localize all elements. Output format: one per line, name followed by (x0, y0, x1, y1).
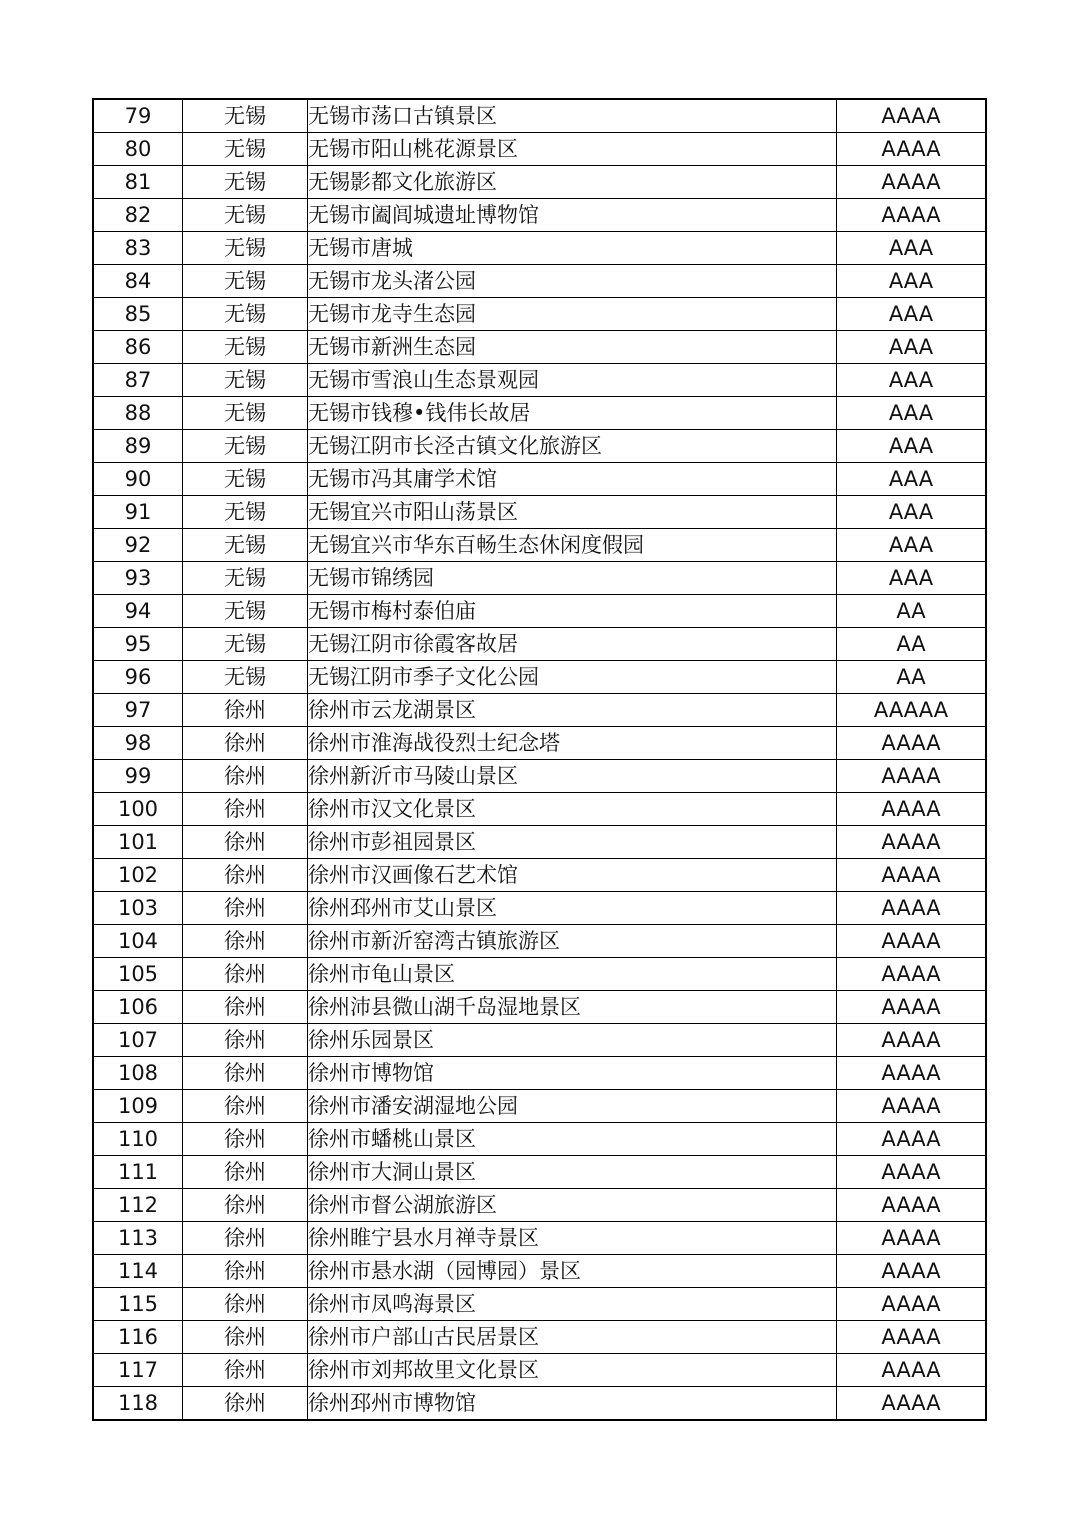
table-row (93, 892, 986, 925)
table-row (93, 364, 986, 397)
scenic-name-cell: 徐州新沂市马陵山景区 (308, 760, 837, 793)
city-cell: 徐州 (183, 1123, 308, 1156)
city-cell: 徐州 (183, 1057, 308, 1090)
grade-cell: AAA (837, 529, 987, 562)
scenic-name-cell: 徐州市悬水湖（园博园）景区 (308, 1255, 837, 1288)
grade-cell: AA (837, 628, 987, 661)
table-row (93, 727, 986, 760)
table-row (93, 199, 986, 232)
grade-cell: AAA (837, 496, 987, 529)
table-row (93, 1090, 986, 1123)
table-row (93, 463, 986, 496)
scenic-name-cell: 无锡市新洲生态园 (308, 331, 837, 364)
row-number-cell: 113 (93, 1222, 183, 1255)
scenic-name-cell: 无锡市阖闾城遗址博物馆 (308, 199, 837, 232)
scenic-name-cell: 徐州市凤鸣海景区 (308, 1288, 837, 1321)
scenic-name-cell: 徐州邳州市艾山景区 (308, 892, 837, 925)
row-number-cell: 104 (93, 925, 183, 958)
city-cell: 无锡 (183, 99, 308, 133)
city-cell: 无锡 (183, 331, 308, 364)
row-number-cell: 84 (93, 265, 183, 298)
grade-cell: AAA (837, 364, 987, 397)
city-cell: 无锡 (183, 232, 308, 265)
row-number-cell: 80 (93, 133, 183, 166)
scenic-name-cell: 无锡市龙寺生态园 (308, 298, 837, 331)
row-number-cell: 109 (93, 1090, 183, 1123)
scenic-name-cell: 徐州市淮海战役烈士纪念塔 (308, 727, 837, 760)
table-row (93, 397, 986, 430)
row-number-cell: 85 (93, 298, 183, 331)
table-row (93, 331, 986, 364)
row-number-cell: 88 (93, 397, 183, 430)
row-number-cell: 91 (93, 496, 183, 529)
city-cell: 无锡 (183, 199, 308, 232)
city-cell: 徐州 (183, 991, 308, 1024)
city-cell: 徐州 (183, 1288, 308, 1321)
scenic-name-cell: 徐州邳州市博物馆 (308, 1387, 837, 1421)
grade-cell: AAAA (837, 1156, 987, 1189)
row-number-cell: 107 (93, 1024, 183, 1057)
scenic-name-cell: 无锡宜兴市阳山荡景区 (308, 496, 837, 529)
city-cell: 徐州 (183, 727, 308, 760)
row-number-cell: 103 (93, 892, 183, 925)
table-body (93, 99, 986, 1420)
table-row (93, 595, 986, 628)
grade-cell: AAAA (837, 991, 987, 1024)
city-cell: 无锡 (183, 364, 308, 397)
city-cell: 徐州 (183, 1387, 308, 1421)
city-cell: 无锡 (183, 166, 308, 199)
city-cell: 无锡 (183, 628, 308, 661)
table-row (93, 166, 986, 199)
row-number-cell: 87 (93, 364, 183, 397)
table-row (93, 1255, 986, 1288)
row-number-cell: 98 (93, 727, 183, 760)
scenic-name-cell: 徐州市汉画像石艺术馆 (308, 859, 837, 892)
scenic-name-cell: 徐州市云龙湖景区 (308, 694, 837, 727)
city-cell: 徐州 (183, 892, 308, 925)
scenic-name-cell: 徐州市刘邦故里文化景区 (308, 1354, 837, 1387)
table-row (93, 1189, 986, 1222)
grade-cell: AAAA (837, 199, 987, 232)
city-cell: 无锡 (183, 595, 308, 628)
table-row (93, 1156, 986, 1189)
scenic-name-cell: 无锡江阴市季子文化公园 (308, 661, 837, 694)
table-row (93, 1057, 986, 1090)
table-row (93, 232, 986, 265)
table-row (93, 99, 986, 133)
scenic-name-cell: 无锡市阳山桃花源景区 (308, 133, 837, 166)
city-cell: 徐州 (183, 793, 308, 826)
city-cell: 徐州 (183, 694, 308, 727)
city-cell: 无锡 (183, 265, 308, 298)
row-number-cell: 93 (93, 562, 183, 595)
scenic-name-cell: 无锡市钱穆•钱伟长故居 (308, 397, 837, 430)
row-number-cell: 106 (93, 991, 183, 1024)
city-cell: 徐州 (183, 925, 308, 958)
row-number-cell: 114 (93, 1255, 183, 1288)
scenic-name-cell: 无锡市荡口古镇景区 (308, 99, 837, 133)
grade-cell: AAA (837, 463, 987, 496)
grade-cell: AAAA (837, 99, 987, 133)
grade-cell: AAAA (837, 859, 987, 892)
grade-cell: AAAA (837, 1090, 987, 1123)
scenic-name-cell: 无锡市梅村泰伯庙 (308, 595, 837, 628)
scenic-name-cell: 无锡市龙头渚公园 (308, 265, 837, 298)
grade-cell: AAAA (837, 760, 987, 793)
scenic-name-cell: 无锡市雪浪山生态景观园 (308, 364, 837, 397)
row-number-cell: 111 (93, 1156, 183, 1189)
city-cell: 徐州 (183, 958, 308, 991)
row-number-cell: 115 (93, 1288, 183, 1321)
scenic-name-cell: 徐州乐园景区 (308, 1024, 837, 1057)
grade-cell: AAAA (837, 166, 987, 199)
row-number-cell: 97 (93, 694, 183, 727)
scenic-name-cell: 徐州市彭祖园景区 (308, 826, 837, 859)
table-row (93, 760, 986, 793)
scenic-name-cell: 徐州市户部山古民居景区 (308, 1321, 837, 1354)
city-cell: 徐州 (183, 760, 308, 793)
row-number-cell: 79 (93, 99, 183, 133)
row-number-cell: 90 (93, 463, 183, 496)
city-cell: 徐州 (183, 1024, 308, 1057)
table-row (93, 694, 986, 727)
row-number-cell: 108 (93, 1057, 183, 1090)
row-number-cell: 101 (93, 826, 183, 859)
table-row (93, 1387, 986, 1421)
row-number-cell: 117 (93, 1354, 183, 1387)
grade-cell: AAAA (837, 1321, 987, 1354)
scenic-name-cell: 无锡市冯其庸学术馆 (308, 463, 837, 496)
table-row (93, 1288, 986, 1321)
city-cell: 徐州 (183, 1255, 308, 1288)
scenic-name-cell: 无锡市唐城 (308, 232, 837, 265)
table-row (93, 265, 986, 298)
scenic-name-cell: 徐州市督公湖旅游区 (308, 1189, 837, 1222)
grade-cell: AAAA (837, 1288, 987, 1321)
table-row (93, 661, 986, 694)
table-row (93, 1354, 986, 1387)
grade-cell: AAAA (837, 1123, 987, 1156)
city-cell: 徐州 (183, 1090, 308, 1123)
table-row (93, 529, 986, 562)
table-row (93, 859, 986, 892)
scenic-name-cell: 无锡江阴市徐霞客故居 (308, 628, 837, 661)
grade-cell: AAA (837, 430, 987, 463)
city-cell: 无锡 (183, 496, 308, 529)
row-number-cell: 100 (93, 793, 183, 826)
table-row (93, 826, 986, 859)
grade-cell: AAAA (837, 1354, 987, 1387)
table-row (93, 991, 986, 1024)
table-row (93, 562, 986, 595)
grade-cell: AAAA (837, 727, 987, 760)
city-cell: 徐州 (183, 826, 308, 859)
grade-cell: AAA (837, 265, 987, 298)
grade-cell: AA (837, 595, 987, 628)
grade-cell: AAAA (837, 1255, 987, 1288)
row-number-cell: 102 (93, 859, 183, 892)
city-cell: 无锡 (183, 397, 308, 430)
scenic-name-cell: 徐州市蟠桃山景区 (308, 1123, 837, 1156)
grade-cell: AAAA (837, 793, 987, 826)
city-cell: 无锡 (183, 562, 308, 595)
grade-cell: AAAA (837, 1222, 987, 1255)
grade-cell: AAAA (837, 826, 987, 859)
city-cell: 徐州 (183, 859, 308, 892)
scenic-spot-table (92, 98, 987, 1421)
city-cell: 徐州 (183, 1189, 308, 1222)
row-number-cell: 94 (93, 595, 183, 628)
row-number-cell: 96 (93, 661, 183, 694)
city-cell: 无锡 (183, 298, 308, 331)
grade-cell: AAAAA (837, 694, 987, 727)
scenic-name-cell: 徐州市潘安湖湿地公园 (308, 1090, 837, 1123)
grade-cell: AAA (837, 331, 987, 364)
row-number-cell: 112 (93, 1189, 183, 1222)
scenic-name-cell: 徐州沛县微山湖千岛湿地景区 (308, 991, 837, 1024)
table-row (93, 298, 986, 331)
scenic-name-cell: 徐州市龟山景区 (308, 958, 837, 991)
city-cell: 徐州 (183, 1321, 308, 1354)
grade-cell: AAAA (837, 1024, 987, 1057)
city-cell: 徐州 (183, 1222, 308, 1255)
city-cell: 无锡 (183, 430, 308, 463)
scenic-name-cell: 无锡江阴市长泾古镇文化旅游区 (308, 430, 837, 463)
scenic-name-cell: 徐州市大洞山景区 (308, 1156, 837, 1189)
table-row (93, 133, 986, 166)
city-cell: 无锡 (183, 661, 308, 694)
row-number-cell: 82 (93, 199, 183, 232)
city-cell: 徐州 (183, 1156, 308, 1189)
grade-cell: AAA (837, 298, 987, 331)
scenic-name-cell: 徐州睢宁县水月禅寺景区 (308, 1222, 837, 1255)
grade-cell: AAA (837, 562, 987, 595)
table-row (93, 1321, 986, 1354)
row-number-cell: 105 (93, 958, 183, 991)
scenic-name-cell: 徐州市汉文化景区 (308, 793, 837, 826)
grade-cell: AAA (837, 397, 987, 430)
row-number-cell: 118 (93, 1387, 183, 1421)
grade-cell: AAAA (837, 1387, 987, 1421)
scenic-name-cell: 徐州市新沂窑湾古镇旅游区 (308, 925, 837, 958)
scenic-name-cell: 徐州市博物馆 (308, 1057, 837, 1090)
table-row (93, 1222, 986, 1255)
table-row (93, 430, 986, 463)
row-number-cell: 116 (93, 1321, 183, 1354)
grade-cell: AAAA (837, 133, 987, 166)
row-number-cell: 83 (93, 232, 183, 265)
grade-cell: AAAA (837, 892, 987, 925)
table-row (93, 1123, 986, 1156)
row-number-cell: 110 (93, 1123, 183, 1156)
grade-cell: AAAA (837, 925, 987, 958)
row-number-cell: 95 (93, 628, 183, 661)
table-row (93, 925, 986, 958)
city-cell: 徐州 (183, 1354, 308, 1387)
grade-cell: AA (837, 661, 987, 694)
table-row (93, 958, 986, 991)
grade-cell: AAAA (837, 958, 987, 991)
table-row (93, 793, 986, 826)
city-cell: 无锡 (183, 463, 308, 496)
table-row (93, 1024, 986, 1057)
document-page (92, 98, 987, 1421)
city-cell: 无锡 (183, 529, 308, 562)
row-number-cell: 86 (93, 331, 183, 364)
table-row (93, 496, 986, 529)
row-number-cell: 89 (93, 430, 183, 463)
scenic-name-cell: 无锡宜兴市华东百畅生态休闲度假园 (308, 529, 837, 562)
grade-cell: AAAA (837, 1057, 987, 1090)
row-number-cell: 81 (93, 166, 183, 199)
grade-cell: AAA (837, 232, 987, 265)
scenic-name-cell: 无锡市锦绣园 (308, 562, 837, 595)
table-row (93, 628, 986, 661)
row-number-cell: 92 (93, 529, 183, 562)
scenic-name-cell: 无锡影都文化旅游区 (308, 166, 837, 199)
row-number-cell: 99 (93, 760, 183, 793)
grade-cell: AAAA (837, 1189, 987, 1222)
city-cell: 无锡 (183, 133, 308, 166)
